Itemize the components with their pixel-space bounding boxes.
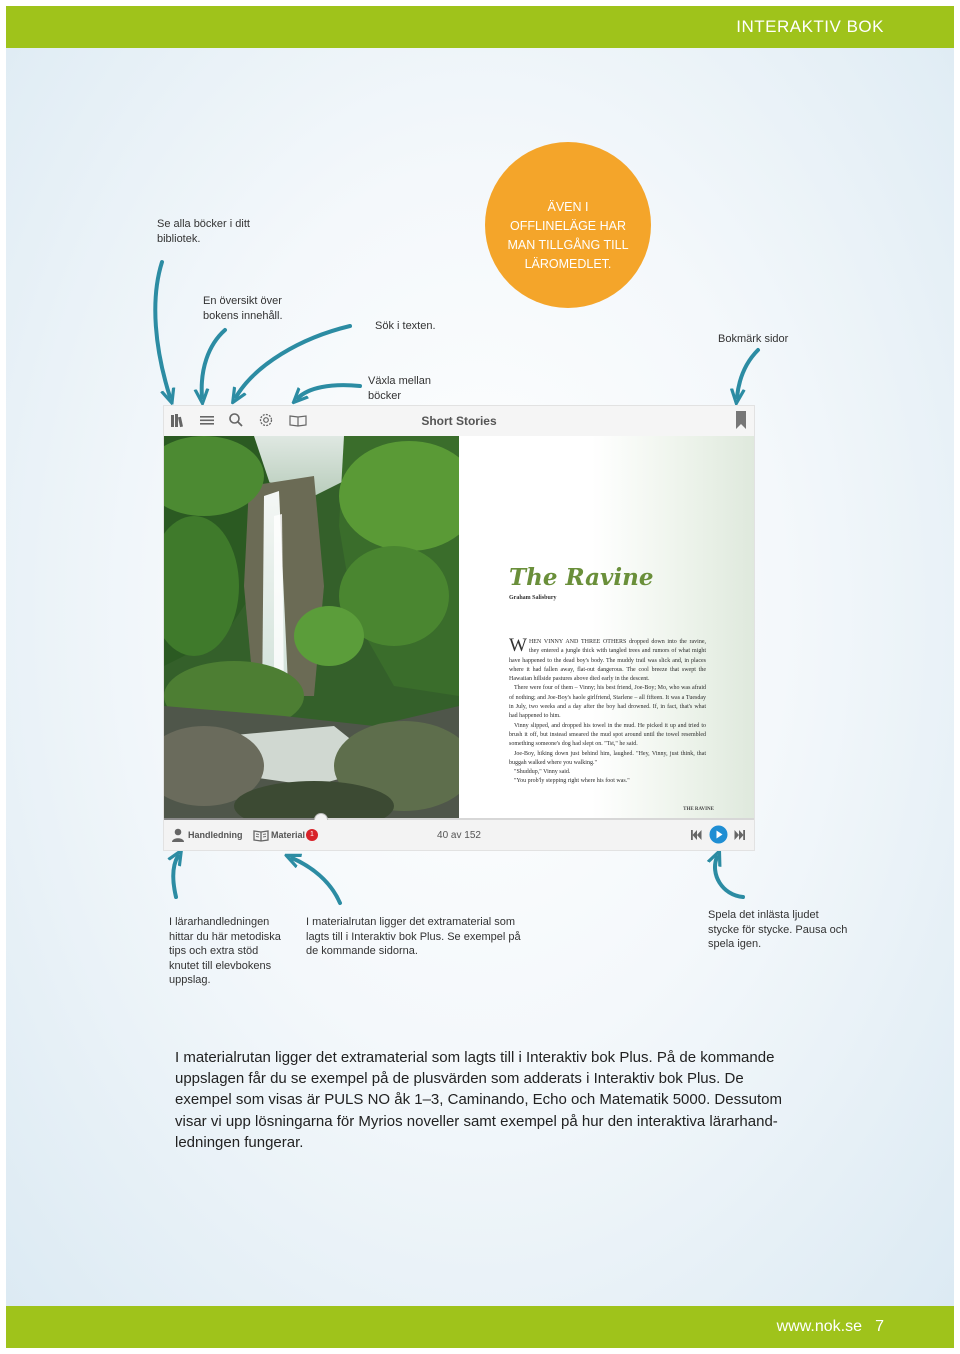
offline-badge — [485, 142, 651, 308]
reader-book-title: Short Stories — [421, 414, 497, 428]
waterfall-photo — [164, 436, 459, 818]
story-body — [509, 635, 707, 787]
first-line-smallcaps: HEN VINNY AND THREE OTHERS — [528, 639, 627, 645]
callout-audio: Spela det inlästa ljudet stycke för stycke. Pausa och spela igen. — [708, 909, 848, 950]
offline-badge-text: ÄVEN I OFFLINELÄGE HAR MAN TILLGÅNG TILL LÄROMEDLET. — [507, 200, 629, 271]
previous-track-icon[interactable] — [690, 829, 702, 841]
story-title: The Ravine — [509, 564, 654, 591]
callout-search: Sök i texten. — [375, 320, 436, 332]
story-paragraph-text: dropped down into the ravine, they entered a jungle thick with tangled trees and rumors of what might have happened to the dead boy's body. The muddy trail was slick and, in places where it had fallen away, flat-out dangerous. The cool breeze that swept the Hawaiian hillside pastures above died early in the descent. — [509, 639, 707, 683]
callout-switch-books: Växla mellan böcker — [368, 375, 431, 402]
story-author: Graham Salisbury — [509, 595, 557, 601]
reader-bottom-bar — [164, 820, 754, 850]
story-paragraph: There were four of them – Vinny; his best friend, Joe-Boy; Mo, who was afraid of nothing; and Joe-Boy's haole girlfriend, Starlene – all fifteen. It was a Tuesday in July, two weeks and a day after the boy had drowned. If, in fact, that's what had happened to him. — [509, 685, 706, 720]
next-track-icon[interactable] — [734, 829, 746, 841]
callout-library: Se alla böcker i ditt bibliotek. — [157, 218, 250, 245]
footer-url[interactable]: www.nok.se — [776, 1318, 862, 1335]
story-paragraph: Vinny slipped, and dropped his towel in the mud. He picked it up and tried to brush it off, but instead smeared the mud spot around until the towel resembled something someone's dog had slept on. "Tst," he said. — [509, 722, 706, 748]
material-notification-badge: 1 — [306, 829, 318, 841]
callout-material: I materialrutan ligger det extramaterial som lagts till i Interaktiv bok Plus. Se exempel på de kommande sidorna. — [306, 916, 521, 957]
header-title: INTERAKTIV BOK — [736, 17, 884, 36]
drop-cap: W — [509, 635, 527, 656]
reader-toolbar — [164, 406, 754, 437]
page-indicator: 40 av 152 — [437, 830, 481, 841]
story-paragraph: "You prob'ly stepping right where his foot was." — [514, 778, 630, 785]
reader-text-page — [459, 436, 754, 818]
play-icon[interactable] — [709, 825, 728, 844]
page-running-footer: THE RAVINE — [683, 807, 714, 812]
callout-contents: En översikt över bokens innehåll. — [203, 295, 283, 322]
story-paragraph: "Shuddup," Vinny said. — [514, 769, 571, 776]
callout-bookmark: Bokmärk sidor — [718, 333, 789, 345]
intro-paragraph: I materialrutan ligger det extramaterial som lagts till i Interaktiv bok Plus. På de kommande uppslagen får du se exempel på de plusvärden som adderats i Interaktiv bok Plus. De exempel som visas är PULS NO åk 1–3, Caminando, Echo och Matematik 5000. Dessutom visar vi upp lösningarna för Myrios noveller samt exempel på hur den interaktiva lärarhand-ledningen fungerar. — [175, 1049, 782, 1151]
page-number: 7 — [875, 1318, 884, 1335]
teacher-guide-button[interactable]: Handledning — [188, 830, 243, 840]
header-bar — [6, 6, 954, 48]
footer-bar — [6, 1306, 954, 1348]
story-paragraph: Joe-Boy, hiking down just behind him, laughed. "Hey, Vinny, just think, that buggah walked where you walking." — [509, 750, 706, 766]
material-button[interactable]: Material — [271, 830, 306, 840]
reader-window — [164, 406, 754, 850]
story-paragraph — [509, 635, 707, 684]
callout-teacher-guide: I lärarhandledningen hittar du här metodiska tips och extra stöd knutet till elevbokens uppslag. — [169, 916, 281, 986]
